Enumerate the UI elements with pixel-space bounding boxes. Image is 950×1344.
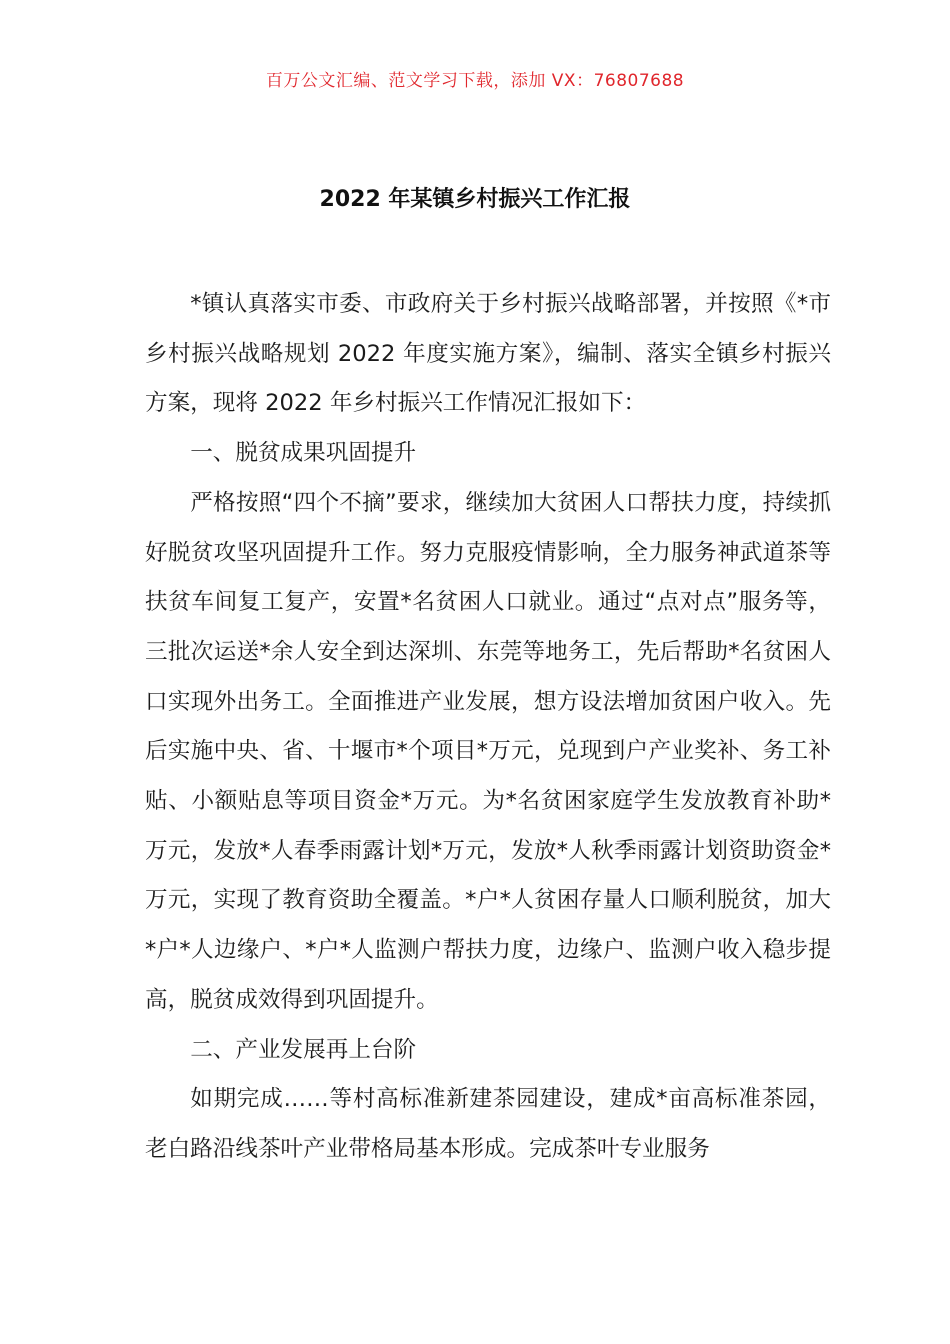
section-heading-2: 二、产业发展再上台阶 bbox=[190, 1036, 417, 1063]
watermark-text: 百万公文汇编、范文学习下载，添加 VX：76807688 bbox=[265, 71, 685, 91]
section-heading-1: 一、脱贫成果巩固提升 bbox=[190, 440, 417, 467]
section-2-paragraph: 如期完成……等村高标准新建茶园建设，建成*亩高标准茶园，老白路沿线茶叶产业带格局基本形成。完成茶叶专业服务 bbox=[145, 1086, 831, 1162]
document-body bbox=[145, 280, 831, 1175]
intro-paragraph: *镇认真落实市委、市政府关于乡村振兴战略部署，并按照《*市乡村振兴战略规划 2022 年度实施方案》，编制、落实全镇乡村振兴方案，现将 2022 年乡村振兴工作情况汇报如下： bbox=[145, 291, 831, 417]
document-title: 2022 年某镇乡村振兴工作汇报 bbox=[319, 187, 631, 212]
section-1-paragraph: 严格按照“四个不摘”要求，继续加大贫困人口帮扶力度，持续抓好脱贫攻坚巩固提升工作。努力克服疫情影响，全力服务神武道茶等扶贫车间复工复产，安置*名贫困人口就业。通过“点对点”服务等，三批次运送*余人安全到达深圳、东莞等地务工，先后帮助*名贫困人口实现外出务工。全面推进产业发展，想方设法增加贫困户收入。先后实施中央、省、十堰市*个项目*万元，兑现到户产业奖补、务工补贴、小额贴息等项目资金*万元。为*名贫困家庭学生发放教育补助*万元，发放*人春季雨露计划*万元，发放*人秋季雨露计划资助资金*万元，实现了教育资助全覆盖。*户*人贫困存量人口顺利脱贫，加大*户*人边缘户、*户*人监测户帮扶力度，边缘户、监测户收入稳步提高，脱贫成效得到巩固提升。 bbox=[145, 489, 831, 1013]
